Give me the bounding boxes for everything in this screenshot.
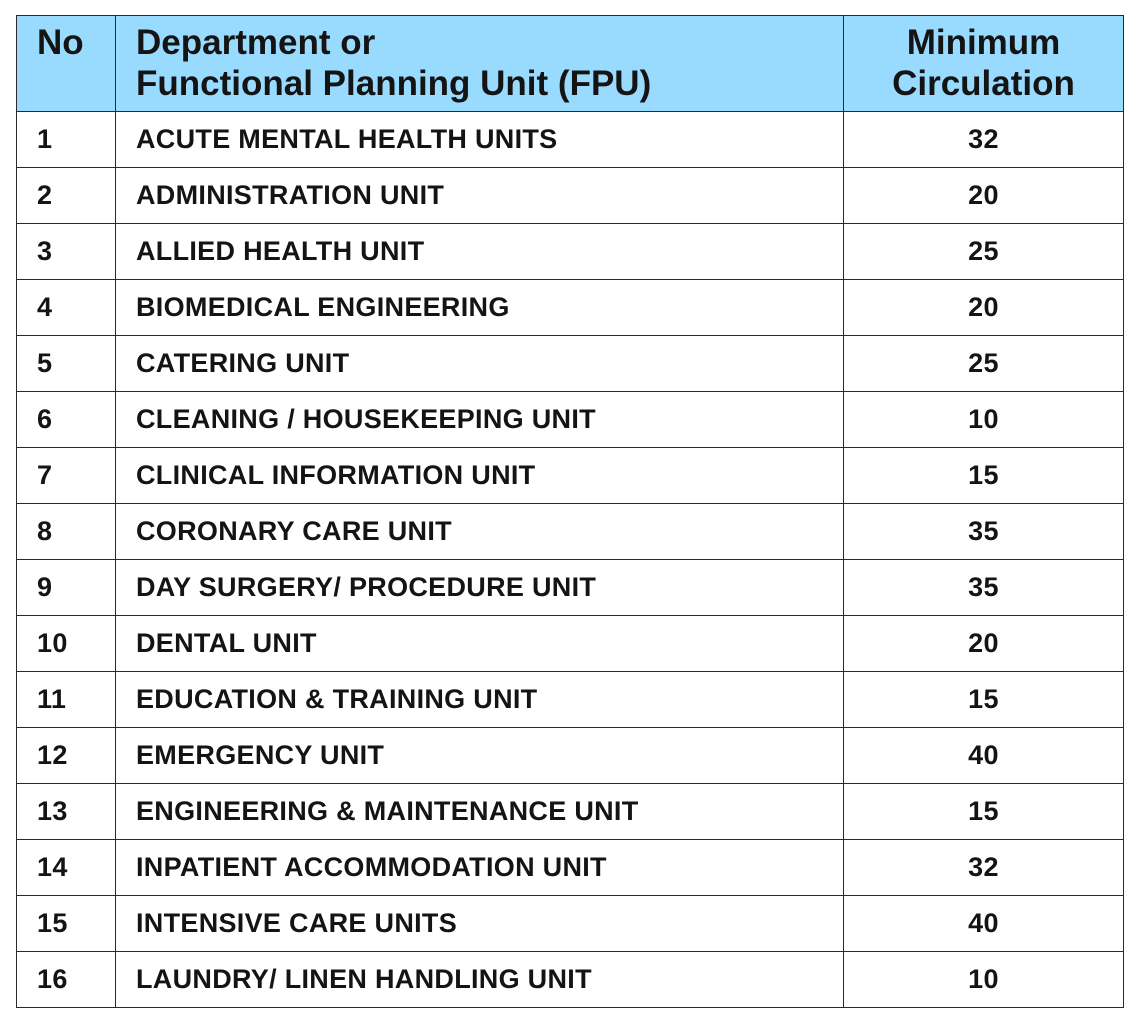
row-circulation: 20: [844, 168, 1124, 224]
table-row: [17, 280, 1124, 336]
row-department: EMERGENCY UNIT: [116, 728, 844, 784]
row-number: 3: [17, 224, 116, 280]
row-number: 2: [17, 168, 116, 224]
table-row: [17, 896, 1124, 952]
header-no: [17, 16, 116, 112]
row-number: 14: [17, 840, 116, 896]
header-department-line1: Department or: [136, 23, 376, 62]
row-circulation: 40: [844, 728, 1124, 784]
header-department: [116, 16, 844, 112]
row-department: BIOMEDICAL ENGINEERING: [116, 280, 844, 336]
row-circulation: 10: [844, 392, 1124, 448]
table-row: [17, 224, 1124, 280]
row-circulation: 25: [844, 336, 1124, 392]
table-row: [17, 728, 1124, 784]
row-department: INPATIENT ACCOMMODATION UNIT: [116, 840, 844, 896]
row-number: 10: [17, 616, 116, 672]
row-department: EDUCATION & TRAINING UNIT: [116, 672, 844, 728]
table-row: [17, 672, 1124, 728]
table-row: [17, 504, 1124, 560]
row-number: 9: [17, 560, 116, 616]
row-circulation: 20: [844, 616, 1124, 672]
row-number: 16: [17, 952, 116, 1008]
row-number: 12: [17, 728, 116, 784]
table-row: [17, 112, 1124, 168]
table-row: [17, 392, 1124, 448]
row-department: DAY SURGERY/ PROCEDURE UNIT: [116, 560, 844, 616]
table-body: [17, 112, 1124, 1008]
fpu-circulation-table-container: [16, 15, 1123, 1008]
row-number: 5: [17, 336, 116, 392]
header-no-label: No: [37, 23, 84, 62]
row-number: 6: [17, 392, 116, 448]
row-department: INTENSIVE CARE UNITS: [116, 896, 844, 952]
row-circulation: 35: [844, 560, 1124, 616]
row-circulation: 35: [844, 504, 1124, 560]
row-department: ADMINISTRATION UNIT: [116, 168, 844, 224]
header-row: [17, 16, 1124, 112]
header-circulation: [844, 16, 1124, 112]
table-header: [17, 16, 1124, 112]
table-row: [17, 448, 1124, 504]
row-department: ALLIED HEALTH UNIT: [116, 224, 844, 280]
row-circulation: 40: [844, 896, 1124, 952]
header-circulation-line2: Circulation: [892, 64, 1075, 103]
row-number: 1: [17, 112, 116, 168]
row-department: LAUNDRY/ LINEN HANDLING UNIT: [116, 952, 844, 1008]
row-circulation: 25: [844, 224, 1124, 280]
fpu-circulation-table: [16, 15, 1124, 1008]
table-row: [17, 840, 1124, 896]
table-row: [17, 952, 1124, 1008]
row-department: ACUTE MENTAL HEALTH UNITS: [116, 112, 844, 168]
row-circulation: 15: [844, 448, 1124, 504]
table-row: [17, 616, 1124, 672]
row-number: 13: [17, 784, 116, 840]
row-circulation: 32: [844, 840, 1124, 896]
header-circulation-line1: Minimum: [906, 23, 1061, 62]
row-circulation: 32: [844, 112, 1124, 168]
row-department: CLEANING / HOUSEKEEPING UNIT: [116, 392, 844, 448]
row-department: ENGINEERING & MAINTENANCE UNIT: [116, 784, 844, 840]
row-circulation: 20: [844, 280, 1124, 336]
row-circulation: 10: [844, 952, 1124, 1008]
row-department: CLINICAL INFORMATION UNIT: [116, 448, 844, 504]
table-row: [17, 336, 1124, 392]
row-department: DENTAL UNIT: [116, 616, 844, 672]
row-number: 8: [17, 504, 116, 560]
row-circulation: 15: [844, 672, 1124, 728]
row-number: 11: [17, 672, 116, 728]
row-number: 7: [17, 448, 116, 504]
header-department-line2: Functional Planning Unit (FPU): [136, 64, 652, 103]
table-row: [17, 784, 1124, 840]
table-row: [17, 168, 1124, 224]
row-number: 15: [17, 896, 116, 952]
row-circulation: 15: [844, 784, 1124, 840]
row-department: CATERING UNIT: [116, 336, 844, 392]
row-number: 4: [17, 280, 116, 336]
row-department: CORONARY CARE UNIT: [116, 504, 844, 560]
table-row: [17, 560, 1124, 616]
